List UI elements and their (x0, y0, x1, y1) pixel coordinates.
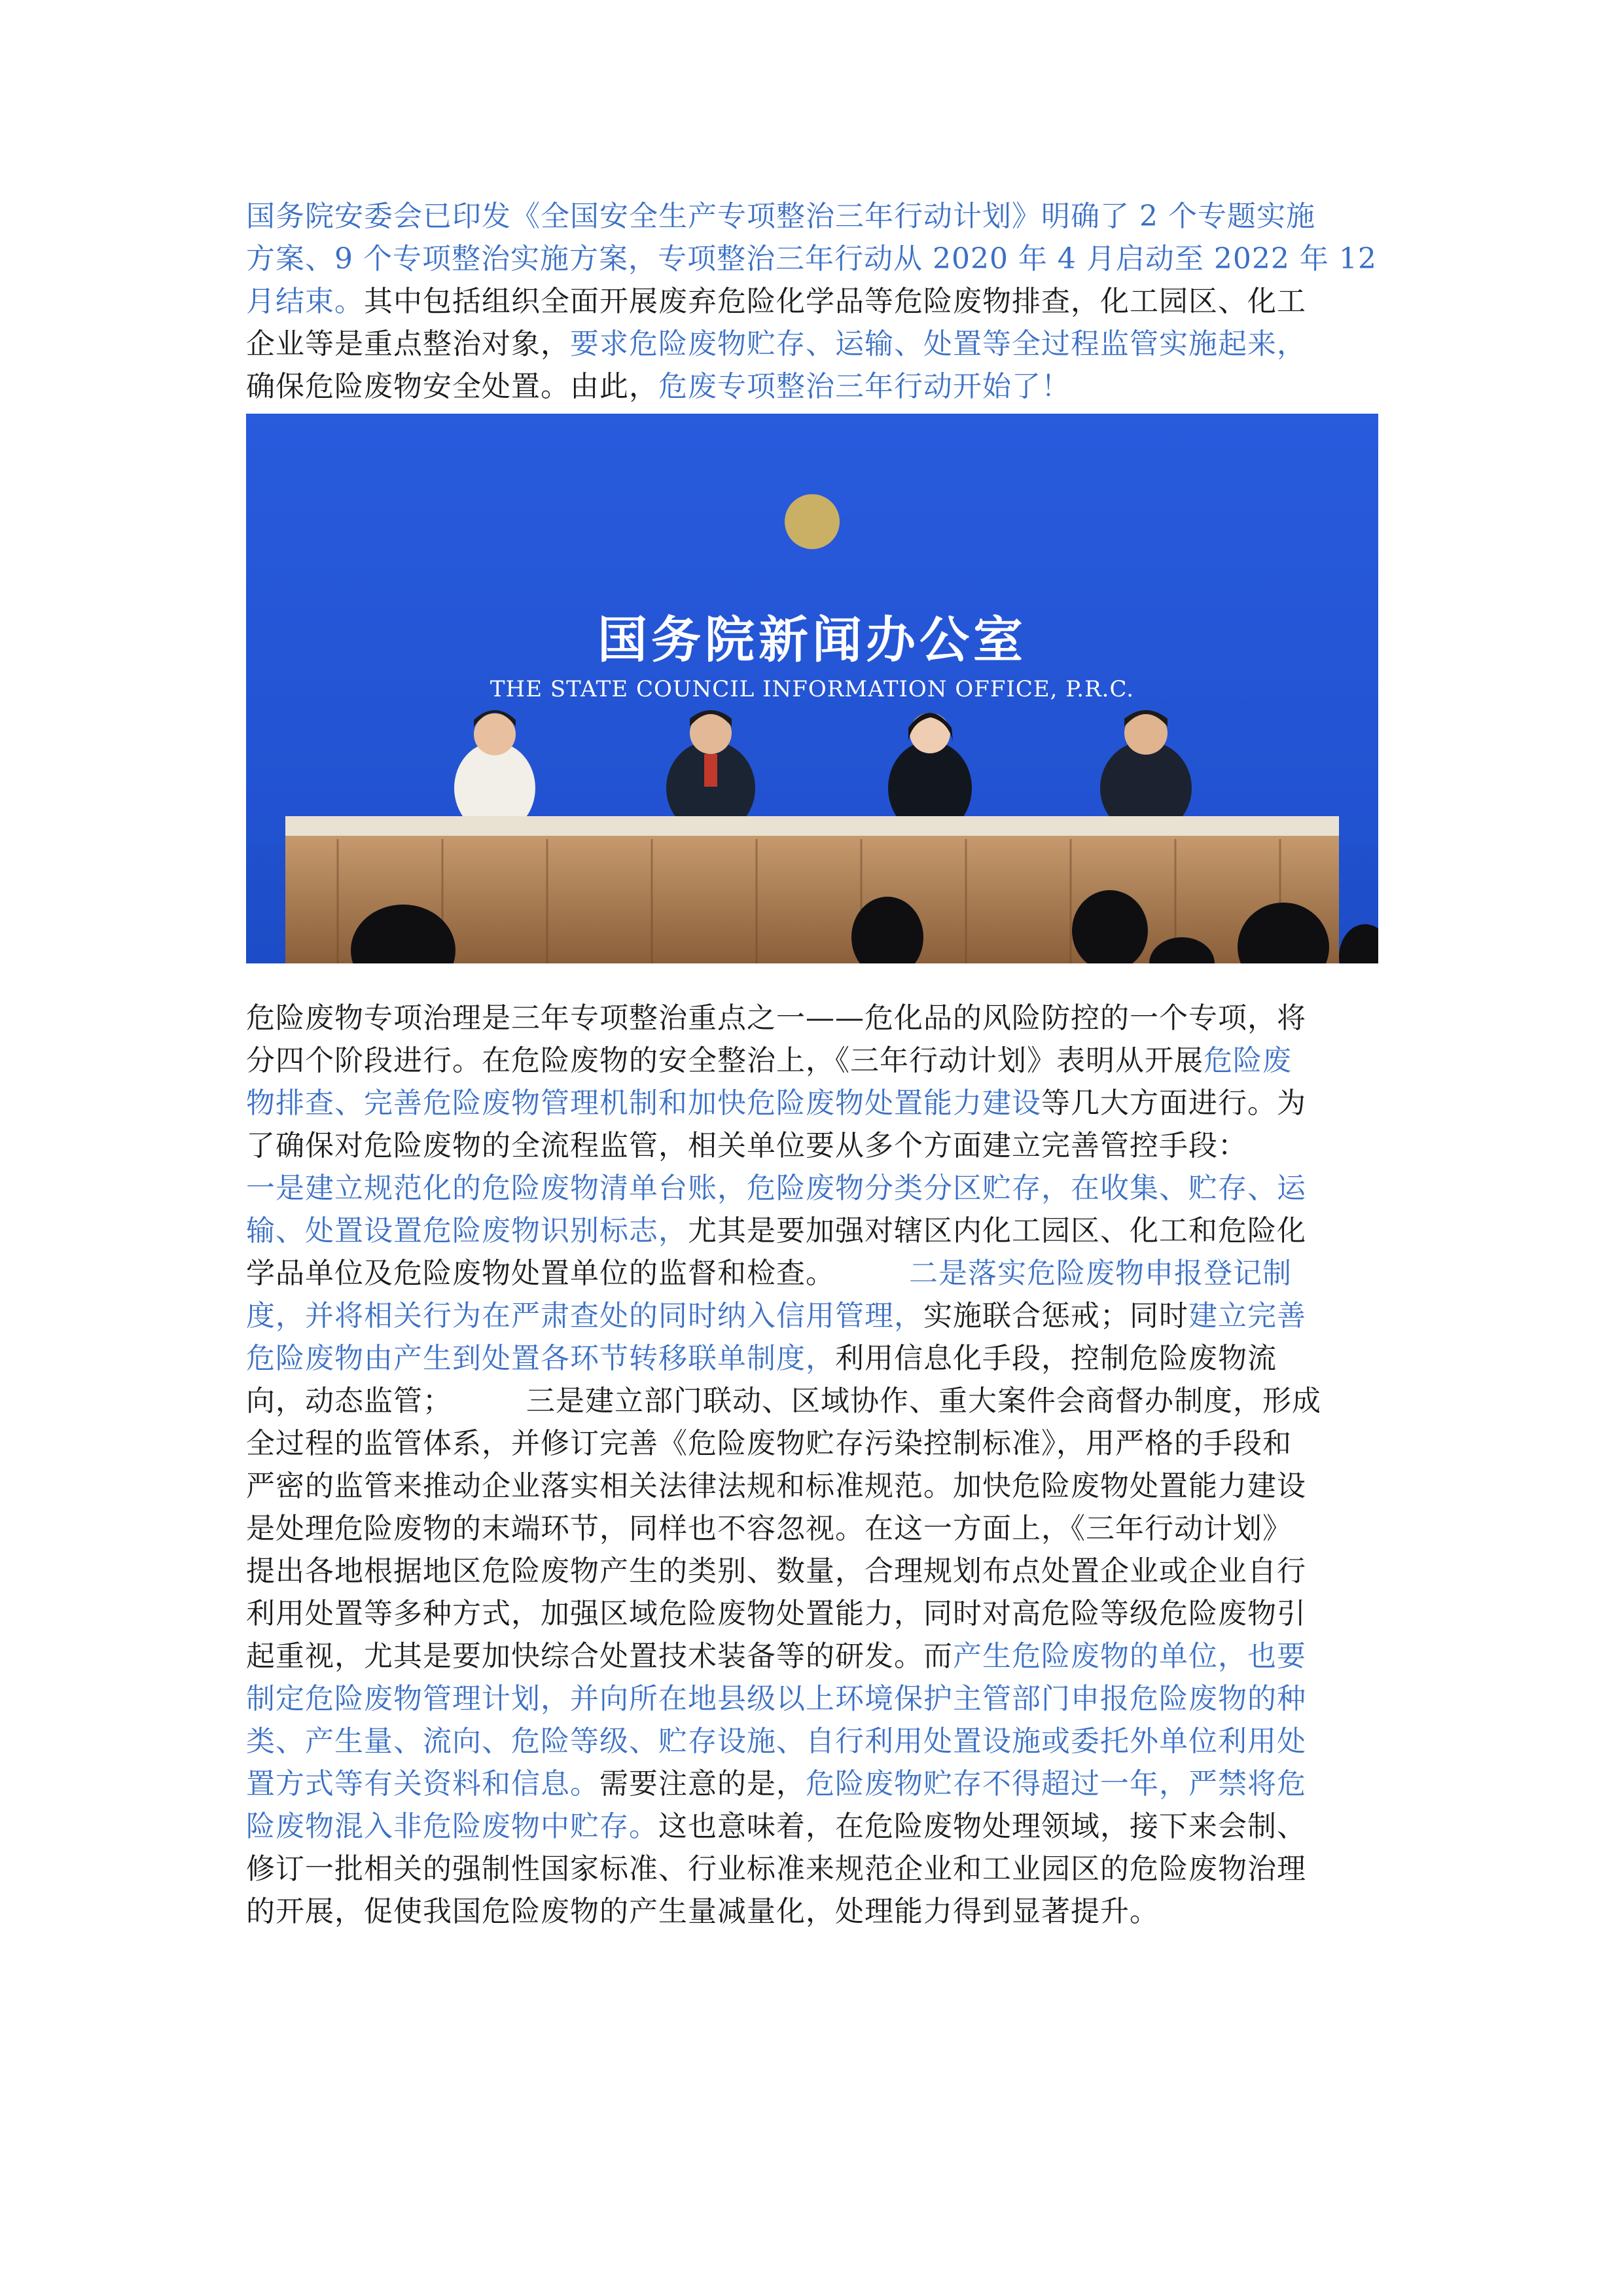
text-line (246, 1635, 1385, 1677)
highlighted-text: 方案、9 个专项整治实施方案，专项整治三年行动从 2020 年 4 月启动至 2022 年 12 (246, 242, 1377, 276)
body-text: 的开展，促使我国危险废物的产生量减量化，处理能力得到显著提升。 (246, 1895, 1159, 1928)
paragraph-body (246, 997, 1385, 1933)
text-line (246, 1210, 1385, 1252)
paragraph-intro (246, 195, 1385, 408)
body-text: 企业等是重点整治对象， (246, 327, 570, 361)
body-text: 分四个阶段进行。在危险废物的安全整治上，《三年行动计划》表明从开展 (246, 1044, 1204, 1077)
body-text: 等几大方面进行。为 (1041, 1086, 1306, 1120)
body-text: 起重视，尤其是要加快综合处置技术装备等的研发。而 (246, 1640, 953, 1673)
text-line (246, 1082, 1385, 1124)
highlighted-text: 危险废 (1204, 1044, 1292, 1077)
text-line (246, 1465, 1385, 1507)
body-text: 严密的监管来推动企业落实相关法律法规和标准规范。加快危险废物处置能力建设 (246, 1469, 1306, 1503)
body-text: 实施联合惩戒；同时 (923, 1299, 1188, 1333)
body-text: 利用处置等多种方式，加强区域危险废物处置能力，同时对高危险等级危险废物引 (246, 1597, 1306, 1630)
highlighted-text: 建立完善 (1188, 1299, 1306, 1333)
text-line (246, 280, 1385, 323)
press-conference-illustration (246, 414, 1378, 963)
body-text: 尤其是要加强对辖区内化工园区、化工和危险化 (688, 1214, 1306, 1247)
body-text: 利用信息化手段，控制危险废物流 (835, 1342, 1277, 1375)
backdrop-title-en: THE STATE COUNCIL INFORMATION OFFICE, P.R.C. (490, 676, 1135, 702)
text-line (246, 1039, 1385, 1082)
highlighted-text: 类、产生量、流向、危险等级、贮存设施、自行利用处置设施或委托外单位利用处 (246, 1725, 1306, 1758)
text-line (246, 1337, 1385, 1380)
highlighted-text: 月结束。 (246, 285, 364, 318)
body-text: 提出各地根据地区危险废物产生的类别、数量，合理规划布点处置企业或企业自行 (246, 1554, 1306, 1588)
body-text: 了确保对危险废物的全流程监管，相关单位要从多个方面建立完善管控手段： (246, 1129, 1247, 1162)
highlighted-text: 国务院安委会已印发《全国安全生产专项整治三年行动计划》明确了 2 个专题实施 (246, 200, 1315, 233)
highlighted-text: 危险废物贮存不得超过一年，严禁将危 (806, 1767, 1306, 1801)
body-text: 全过程的监管体系，并修订完善《危险废物贮存污染控制标准》，用严格的手段和 (246, 1427, 1292, 1460)
body-text: 确保危险废物安全处置。由此， (246, 370, 658, 403)
text-line (246, 1890, 1385, 1933)
body-text: 其中包括组织全面开展废弃危险化学品等危险废物排查，化工园区、化工 (364, 285, 1306, 318)
highlighted-text: 险废物混入非危险废物中贮存。 (246, 1810, 658, 1843)
body-text: 这也意味着，在危险废物处理领域，接下来会制、 (658, 1810, 1306, 1843)
highlighted-text: 物排查、完善危险废物管理机制和加快危险废物处置能力建设 (246, 1086, 1041, 1120)
text-line (246, 1805, 1385, 1848)
body-text: 修订一批相关的强制性国家标准、行业标准来规范企业和工业园区的危险废物治理 (246, 1852, 1306, 1886)
desk-top (285, 816, 1339, 836)
highlighted-text: 产生危险废物的单位，也要 (953, 1640, 1306, 1673)
text-line (246, 365, 1385, 408)
body-text: 向，动态监管； 三是建立部门联动、区域协作、重大案件会商督办制度，形成 (246, 1384, 1321, 1418)
text-line (246, 1124, 1385, 1167)
text-line (246, 1295, 1385, 1337)
highlighted-text: 度，并将相关行为在严肃查处的同时纳入信用管理， (246, 1299, 923, 1333)
text-line (246, 238, 1385, 280)
text-line (246, 1848, 1385, 1890)
text-line (246, 1252, 1385, 1295)
text-line (246, 997, 1385, 1039)
text-line (246, 195, 1385, 238)
highlighted-text: 危废专项整治三年行动开始了！ (658, 370, 1071, 403)
emblem-icon (785, 494, 840, 549)
body-text: 需要注意的是， (599, 1767, 806, 1801)
text-line (246, 1422, 1385, 1465)
highlighted-text: 制定危险废物管理计划，并向所在地县级以上环境保护主管部门申报危险废物的种 (246, 1682, 1306, 1715)
text-line (246, 323, 1385, 365)
text-line (246, 1763, 1385, 1805)
text-line (246, 1677, 1385, 1720)
highlighted-text: 输、处置设置危险废物识别标志， (246, 1214, 688, 1247)
text-line (246, 1167, 1385, 1210)
highlighted-text: 二是落实危险废物申报登记制 (909, 1257, 1292, 1290)
text-line (246, 1507, 1385, 1550)
text-line (246, 1720, 1385, 1763)
body-text: 危险废物专项治理是三年专项整治重点之一——危化品的风险防控的一个专项，将 (246, 1001, 1306, 1035)
text-line (246, 1380, 1385, 1422)
press-conference-photo (246, 414, 1378, 963)
highlighted-text: 一是建立规范化的危险废物清单台账，危险废物分类分区贮存，在收集、贮存、运 (246, 1172, 1306, 1205)
body-text: 学品单位及危险废物处置单位的监督和检查。 (246, 1257, 909, 1290)
highlighted-text: 要求危险废物贮存、运输、处置等全过程监管实施起来， (570, 327, 1306, 361)
backdrop-title-cn: 国务院新闻办公室 (597, 611, 1027, 669)
body-text: 是处理危险废物的末端环节，同样也不容忽视。在这一方面上，《三年行动计划》 (246, 1512, 1292, 1545)
highlighted-text: 危险废物由产生到处置各环节转移联单制度， (246, 1342, 835, 1375)
text-line (246, 1592, 1385, 1635)
highlighted-text: 置方式等有关资料和信息。 (246, 1767, 599, 1801)
text-line (246, 1550, 1385, 1592)
